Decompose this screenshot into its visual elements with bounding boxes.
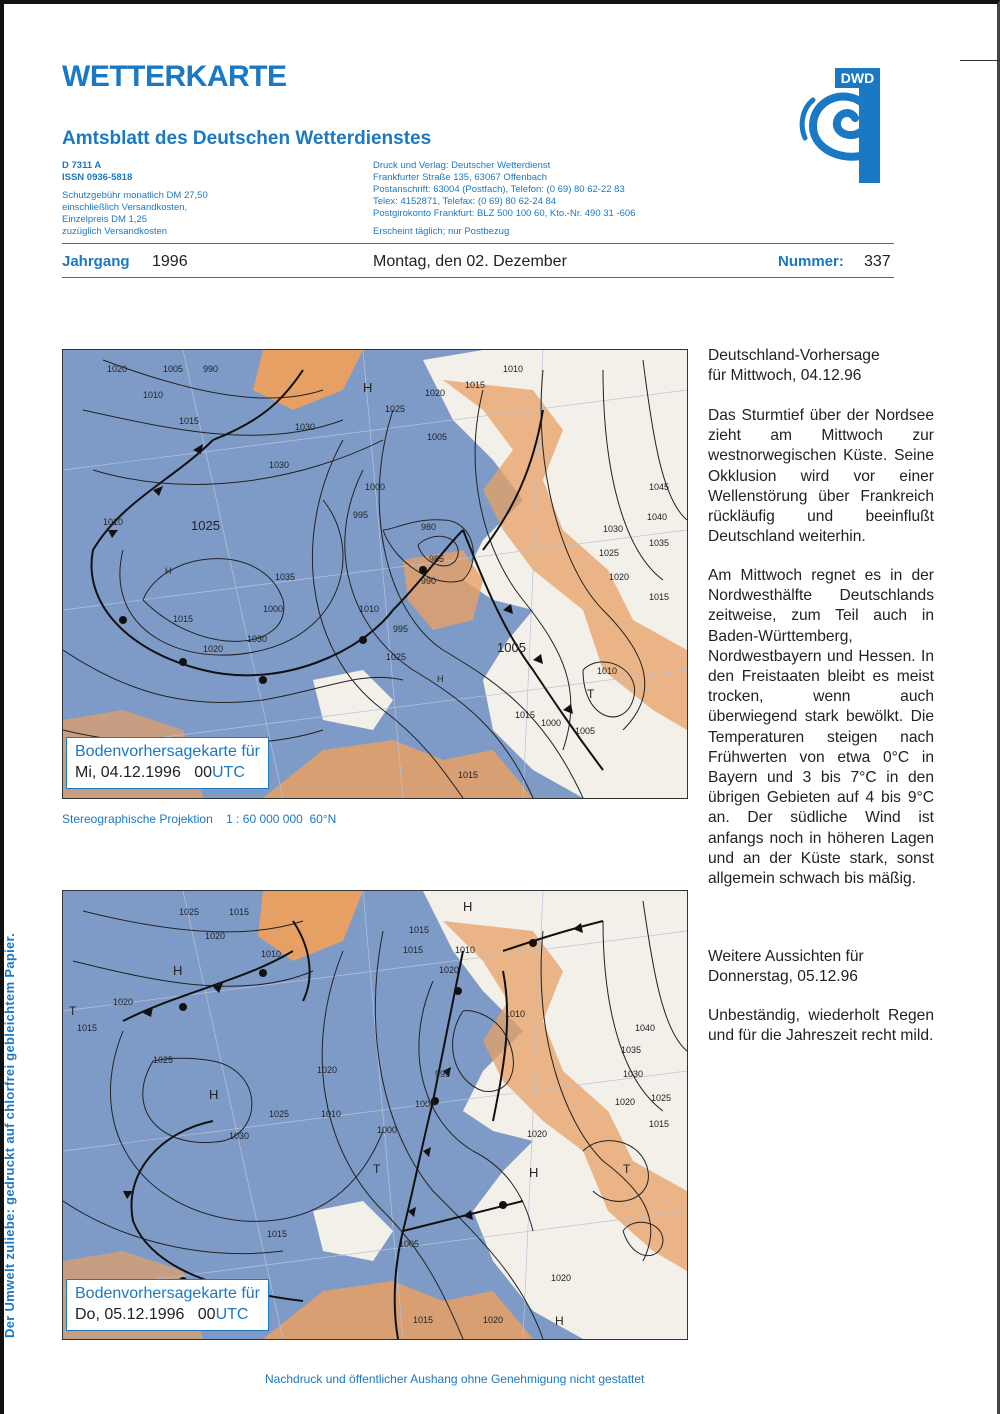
isobar-label: 1030 xyxy=(247,634,268,644)
isobar-label: 1030 xyxy=(229,1131,250,1141)
isobar-label: 1015 xyxy=(465,380,486,390)
isobar-map-2 xyxy=(63,891,687,1339)
isobar-label: 1020 xyxy=(439,965,460,975)
isobar-label: H xyxy=(555,1314,564,1328)
corner-mark xyxy=(960,60,1000,61)
issue-date: Montag, den 02. Dezember xyxy=(373,253,567,270)
isobar-label: 1010 xyxy=(359,604,380,614)
isobar-label: H xyxy=(463,899,473,914)
isobar-label: 1015 xyxy=(173,614,194,624)
jahrgang-label: Jahrgang xyxy=(62,253,130,270)
isobar-label: 985 xyxy=(429,554,445,564)
isobar-label: 1020 xyxy=(527,1129,548,1139)
isobar-label: T xyxy=(587,687,595,701)
header-rule-bottom xyxy=(62,277,894,278)
isobar-label: 1020 xyxy=(551,1273,572,1283)
forecast-paragraph-1: Das Sturmtief über der Nordsee zieht am Mittwoch zur westnorwegischen Küste. Seine Okklusion wird vor einer Wellenstörung über Frankreich rückläufig und beeinflußt Deutschland weiterhin. xyxy=(708,407,934,546)
nummer-value: 337 xyxy=(864,253,891,270)
map-caption-title: Bodenvorhersagekarte für xyxy=(75,743,260,760)
isobar-label: 1015 xyxy=(649,1119,670,1129)
isobar-label: 1025 xyxy=(386,652,407,662)
publication-frequency: Erscheint täglich; nur Postbezug xyxy=(373,226,510,237)
isobar-label: 1005 xyxy=(163,364,184,374)
forecast-paragraph-2: Am Mittwoch regnet es in der Nordwesthälfte Deutschlands zeitweise, zum Teil auch in Baden-Württemberg, Nordwestbayern und Hessen. In den Freistaaten bleibt es meist trocken, wenn auch überwiegend stark bewölkt. Die Temperaturen steigen nach Frühwerten von etwa 0°C in Bayern und 3 bis 7°C in den übrigen Gebieten auf 4 bis 9°C an. Der südliche Wind ist anfangs noch in höheren Lagen und an der Küste stark, sonst allgemein schwach bis mäßig. xyxy=(708,567,934,888)
isobar-label: 1040 xyxy=(635,1023,656,1033)
isobar-label: 1005 xyxy=(399,1239,420,1249)
pub-price-line: Schutzgebühr monatlich DM 27,50 xyxy=(62,190,208,201)
isobar-label: 1000 xyxy=(263,604,284,614)
header-rule-top xyxy=(62,243,894,244)
map-1-caption xyxy=(66,737,269,789)
isobar-label: T xyxy=(623,1162,631,1176)
isobar-label: 1010 xyxy=(321,1109,342,1119)
isobar-label: T xyxy=(69,1004,77,1018)
isobar-label: 1015 xyxy=(403,945,424,955)
forecast-paragraph-3: Unbeständig, wiederholt Regen und für die Jahreszeit recht mild. xyxy=(708,1007,934,1045)
isobar-label: 1015 xyxy=(267,1229,288,1239)
pub-price-line: einschließlich Versandkosten, xyxy=(62,202,188,213)
dwd-logo xyxy=(795,68,895,183)
nummer-label: Nummer: xyxy=(778,253,844,270)
isobar-label: 1020 xyxy=(425,388,446,398)
forecast-heading-line: für Mittwoch, 04.12.96 xyxy=(708,367,862,385)
map-caption-time xyxy=(75,1306,260,1324)
isobar-label: 1020 xyxy=(203,644,224,654)
forecast-heading-2 xyxy=(708,947,934,987)
isobar-label: 1000 xyxy=(377,1125,398,1135)
publisher-line: Postgirokonto Frankfurt: BLZ 500 100 60, Kto.-Nr. 490 31 -606 xyxy=(373,208,636,219)
map-caption-hour: 00 xyxy=(197,1306,216,1323)
isobar-label: 1000 xyxy=(541,718,562,728)
isobar-label: 1040 xyxy=(647,512,668,522)
isobar-label: H xyxy=(165,566,172,576)
isobar-label: 1025 xyxy=(651,1093,672,1103)
isobar-label: 1010 xyxy=(103,517,124,527)
map-caption-time xyxy=(75,764,260,782)
isobar-label: 1030 xyxy=(295,422,316,432)
isobar-label: 1025 xyxy=(179,907,200,917)
jahrgang-value: 1996 xyxy=(152,253,188,270)
isobar-label: 995 xyxy=(393,624,409,634)
isobar-label: 1010 xyxy=(455,945,476,955)
isobar-label: 1020 xyxy=(205,931,226,941)
isobar-label: 1025 xyxy=(599,548,620,558)
publication-info-right xyxy=(373,160,693,238)
page-title: WETTERKARTE xyxy=(62,60,287,93)
isobar-map-1 xyxy=(63,350,687,798)
isobar-label: 995 xyxy=(353,510,369,520)
publisher-line: Frankfurter Straße 135, 63067 Offenbach xyxy=(373,172,548,183)
isobar-label: H xyxy=(209,1087,219,1102)
isobar-label: 1010 xyxy=(505,1009,526,1019)
isobar-label: 995 xyxy=(435,1069,451,1079)
page-subtitle: Amtsblatt des Deutschen Wetterdienstes xyxy=(62,128,432,149)
isobar-label: 1010 xyxy=(597,666,618,676)
pub-price-line: zuzüglich Versandkosten xyxy=(62,226,168,237)
isobar-label: 1025 xyxy=(269,1109,290,1119)
map-caption-utc: UTC xyxy=(215,1306,249,1323)
isobar-label: H xyxy=(173,963,183,978)
isobar-label: 1020 xyxy=(615,1097,636,1107)
isobar-label: 1020 xyxy=(609,572,630,582)
isobar-label: 1030 xyxy=(603,524,624,534)
isobar-label: 1010 xyxy=(503,364,524,374)
isobar-label: 1020 xyxy=(483,1315,504,1325)
isobar-label: 1010 xyxy=(143,390,164,400)
isobar-label: 1015 xyxy=(179,416,200,426)
isobar-label: 1030 xyxy=(623,1069,644,1079)
isobar-label: 990 xyxy=(421,576,437,586)
isobar-label: 1045 xyxy=(649,482,670,492)
isobar-label: 1015 xyxy=(77,1023,98,1033)
publisher-line: Telex: 4152871, Telefax: (0 69) 80 62-24 84 xyxy=(373,196,557,207)
pub-code: D 7311 A xyxy=(62,160,102,171)
weather-map-2 xyxy=(62,890,688,1340)
copyright-footer: Nachdruck und öffentlicher Aushang ohne Genehmigung nicht gestattet xyxy=(265,1372,645,1386)
isobar-label: 1035 xyxy=(649,538,670,548)
publisher-line: Postanschrift: 63004 (Postfach), Telefon: (0 69) 80 62-22 83 xyxy=(373,184,625,195)
isobar-label: 1015 xyxy=(649,592,670,602)
isobar-label: 1010 xyxy=(261,949,282,959)
environment-note: Der Umwelt zuliebe: gedruckt auf chlorfrei gebleichtem Papier. xyxy=(2,932,17,1338)
isobar-label: H xyxy=(363,380,373,395)
isobar-label: 1035 xyxy=(275,572,296,582)
map-caption-hour: 00 xyxy=(194,764,212,781)
projection-note: Stereographische Projektion 1 : 60 000 000 60°N xyxy=(62,812,337,826)
isobar-label: 1005 xyxy=(575,726,596,736)
map-caption-date: Mi, 04.12.1996 xyxy=(75,764,181,781)
forecast-heading-1 xyxy=(708,346,934,386)
isobar-label: 1020 xyxy=(107,364,128,374)
map-caption-date: Do, 05.12.1996 xyxy=(75,1306,185,1323)
isobar-label: 1015 xyxy=(409,925,430,935)
map-2-caption xyxy=(66,1279,269,1331)
isobar-label: 990 xyxy=(203,364,219,374)
pub-price-line: Einzelpreis DM 1,25 xyxy=(62,214,148,225)
forecast-heading-line: Donnerstag, 05.12.96 xyxy=(708,968,858,986)
publisher-line: Druck und Verlag: Deutscher Wetterdienst xyxy=(373,160,551,171)
isobar-label: 1015 xyxy=(515,710,536,720)
isobar-label: T xyxy=(373,1162,381,1176)
map-caption-title: Bodenvorhersagekarte für xyxy=(75,1285,260,1302)
publication-info-left xyxy=(62,160,282,238)
isobar-label: 1015 xyxy=(413,1315,434,1325)
logo-text: DWD xyxy=(840,70,875,86)
isobar-label: 1020 xyxy=(317,1065,338,1075)
forecast-heading-line: Weitere Aussichten für xyxy=(708,948,864,965)
isobar-label: 1030 xyxy=(269,460,290,470)
isobar-label: 1035 xyxy=(621,1045,642,1055)
isobar-label: H xyxy=(529,1165,539,1180)
isobar-label: 1025 xyxy=(191,518,220,533)
isobar-label: 1005 xyxy=(427,432,448,442)
isobar-label: 1025 xyxy=(153,1055,174,1065)
isobar-label: 1015 xyxy=(458,770,479,780)
isobar-label: H xyxy=(437,674,444,684)
weather-map-1 xyxy=(62,349,688,799)
map-caption-utc: UTC xyxy=(212,764,245,781)
isobar-label: 1000 xyxy=(415,1099,436,1109)
forecast-heading-line: Deutschland-Vorhersage xyxy=(708,347,880,364)
isobar-label: 1015 xyxy=(229,907,250,917)
isobar-label: 1005 xyxy=(497,640,526,655)
issn: ISSN 0936-5818 xyxy=(62,172,133,183)
isobar-label: 980 xyxy=(421,522,437,532)
isobar-label: 1020 xyxy=(113,997,134,1007)
isobar-label: 1000 xyxy=(365,482,386,492)
isobar-label: 1025 xyxy=(385,404,406,414)
